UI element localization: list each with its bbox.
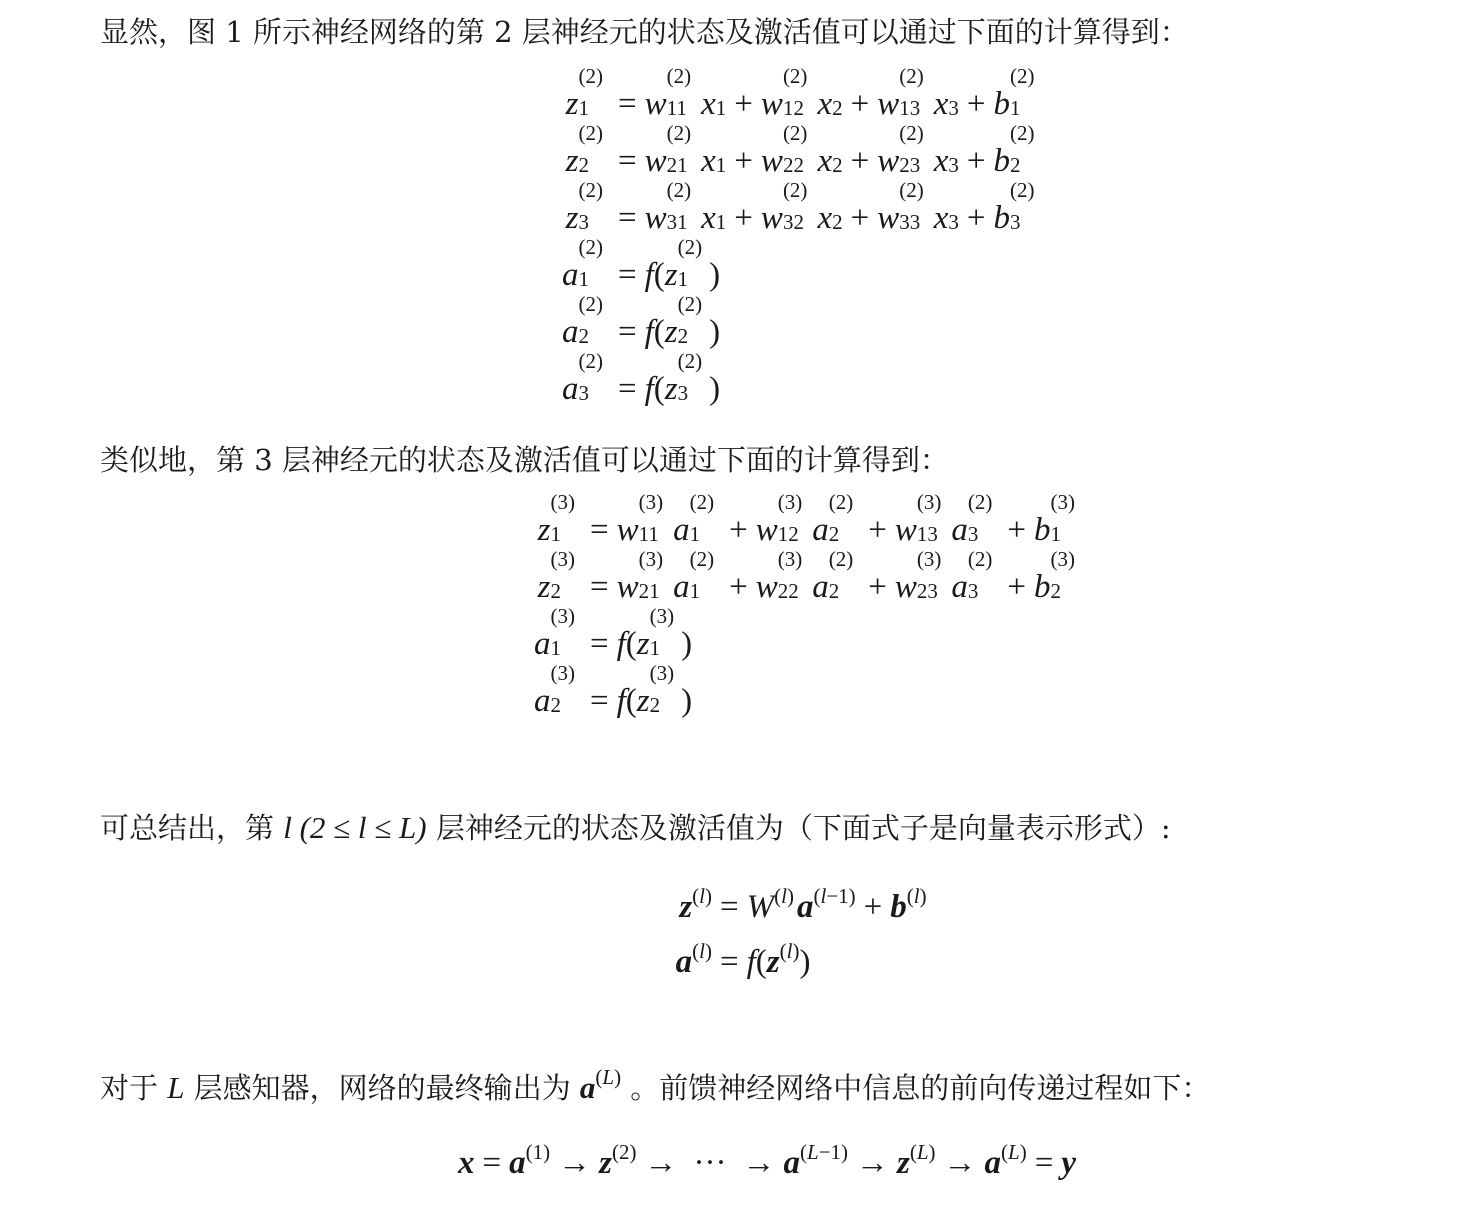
summary-text-after: 层神经元的状态及激活值为（下面式子是向量表示形式）: [426,811,1171,845]
output-math-L: L [167,1070,185,1105]
equation-layer3-line-2: z (3) 2 = w (3) 21 a (2) 1 + w (3) 22 a (2) 2 + w (3) 23 a (2) 3 + b (3) 2 [537,547,1076,605]
equation-layer2-line-2: z (2) 2 = w (2) 21 x 1 + w (2) 22 x 2 + w (2) 23 x 3 + b (2) 2 [565,121,1035,179]
equation-layer2-line-3: z (2) 3 = w (2) 31 x 1 + w (2) 32 x 2 + w (2) 33 x 3 + b (2) 3 [565,178,1035,236]
equation-layer2-line-4: a (2) 1 = f(z (2) 1 ) [562,235,721,293]
equation-layer3-line-4: a (3) 2 = f(z (3) 2 ) [534,661,693,719]
equation-layer3-line-1: z (3) 1 = w (3) 11 a (2) 1 + w (3) 12 a (2) 2 + w (3) 13 a (2) 3 + b (3) 1 [537,490,1076,548]
equation-vector-line-1: $z^{(l)} = W^{(l)}a^{(l-1)} + b^{(l)}$ [679,884,927,925]
output-text-after: 。前馈神经网络中信息的前向传递过程如下： [621,1071,1211,1105]
paragraph-layer2-intro: 显然，图 1 所示神经网络的第 2 层神经元的状态及激活值可以通过下面的计算得到： [100,15,1189,49]
equation-layer3-line-3: a (3) 1 = f(z (3) 1 ) [534,604,693,662]
paragraph-general-summary [100,808,1171,848]
equation-layer2-line-1: z (2) 1 = w (2) 11 x 1 + w (2) 12 x 2 + w (2) 13 x 3 + b (2) 1 [565,64,1035,122]
summary-text-before: 可总结出，第 [100,811,284,845]
equation-layer2-line-6: a (2) 3 = f(z (2) 3 ) [562,349,721,407]
paragraph-layer3-intro: 类似地，第 3 层神经元的状态及激活值可以通过下面的计算得到： [100,443,949,477]
output-text-middle: 层感知器，网络的最终输出为 [184,1071,580,1105]
output-math-aL: $a^{(L)}$ [579,1065,622,1105]
equation-vector-line-2: $a^{(l)} = f(z^{(l)})$ [675,939,811,980]
summary-math-range: l (2 ≤ l ≤ L) [283,810,427,845]
output-text-before: 对于 [100,1071,168,1105]
paragraph-output-intro [100,1057,1210,1108]
forward-chain-line: $x = a^{(1)} \to z^{(2)}$ → ··· → $a^{(L-1)} \to z^{(L)} \to a^{(L)} = y$ [458,1140,1076,1181]
equation-layer2-line-5: a (2) 2 = f(z (2) 2 ) [562,292,721,350]
